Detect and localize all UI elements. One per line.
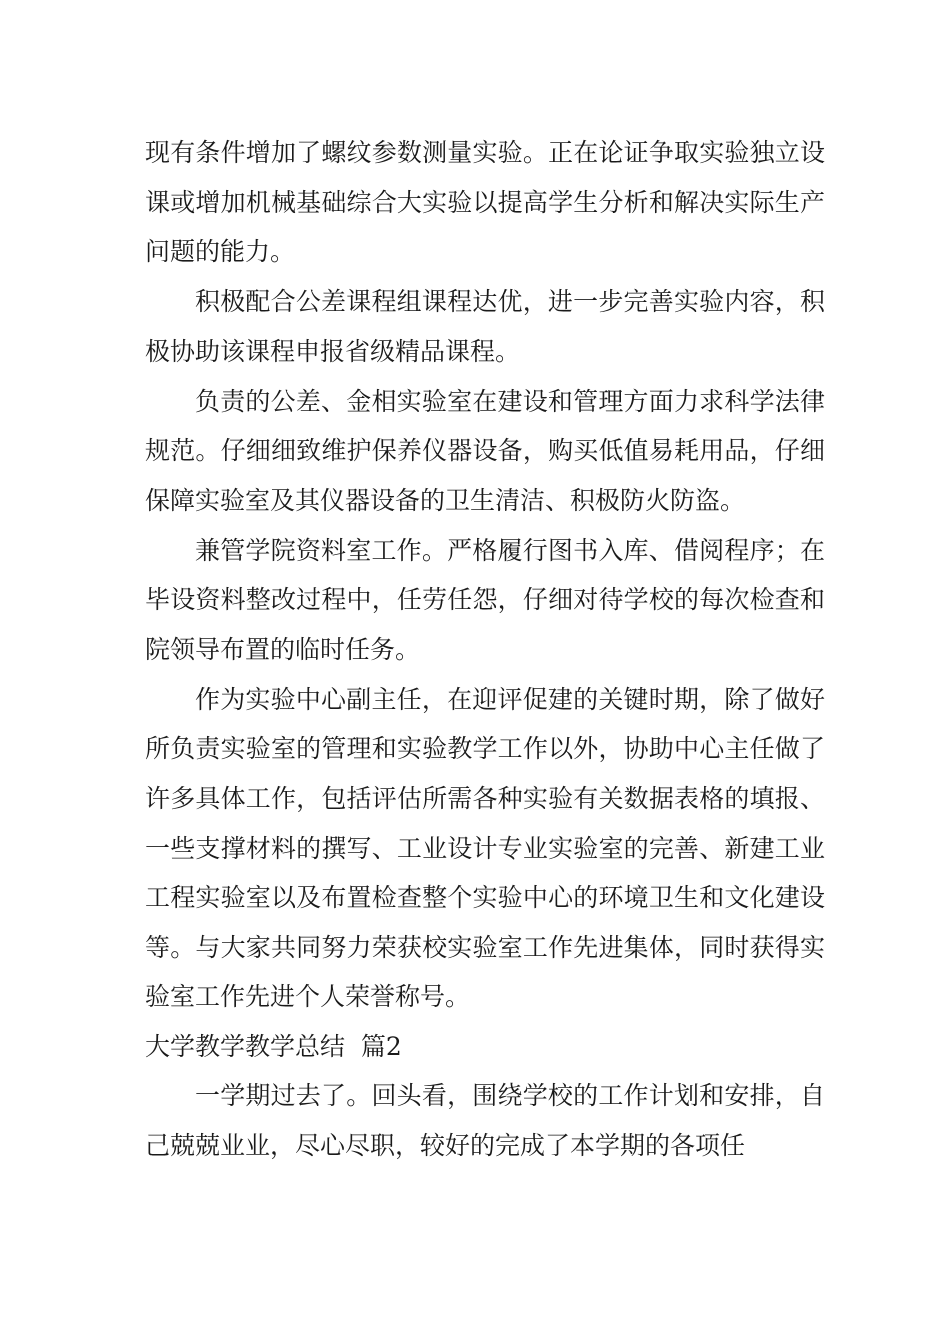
- paragraph-5: 作为实验中心副主任，在迎评促建的关键时期，除了做好所负责实验室的管理和实验教学工作以外，协助中心主任做了许多具体工作，包括评估所需各种实验有关数据表格的填报、一些支撑材料的撰写、工业设计专业实验室的完善、新建工业工程实验室以及布置检查整个实验中心的环境卫生和文化建设等。与大家共同努力荣获校实验室工作先进集体，同时获得实验室工作先进个人荣誉称号。: [145, 684, 825, 1012]
- paragraph-1: 现有条件增加了螺纹参数测量实验。正在论证争取实验独立设课或增加机械基础综合大实验以提高学生分析和解决实际生产问题的能力。: [145, 138, 825, 267]
- paragraph-closing: 一学期过去了。回头看，围绕学校的工作计划和安排，自己兢兢业业，尽心尽职，较好的完成了本学期的各项任: [145, 1081, 825, 1161]
- paragraph-3: 负责的公差、金相实验室在建设和管理方面力求科学法律规范。仔细细致维护保养仪器设备，购买低值易耗用品，仔细保障实验室及其仪器设备的卫生清洁、积极防火防盗。: [145, 386, 825, 515]
- document-page: [145, 128, 825, 1171]
- paragraph-2: 积极配合公差课程组课程达优，进一步完善实验内容，积极协助该课程申报省级精品课程。: [145, 287, 825, 366]
- paragraph-4: 兼管学院资料室工作。严格履行图书入库、借阅程序；在毕设资料整改过程中，任劳任怨，仔细对待学校的每次检查和院领导布置的临时任务。: [145, 535, 825, 664]
- section-heading: 大学教学教学总结 篇2: [145, 1031, 402, 1061]
